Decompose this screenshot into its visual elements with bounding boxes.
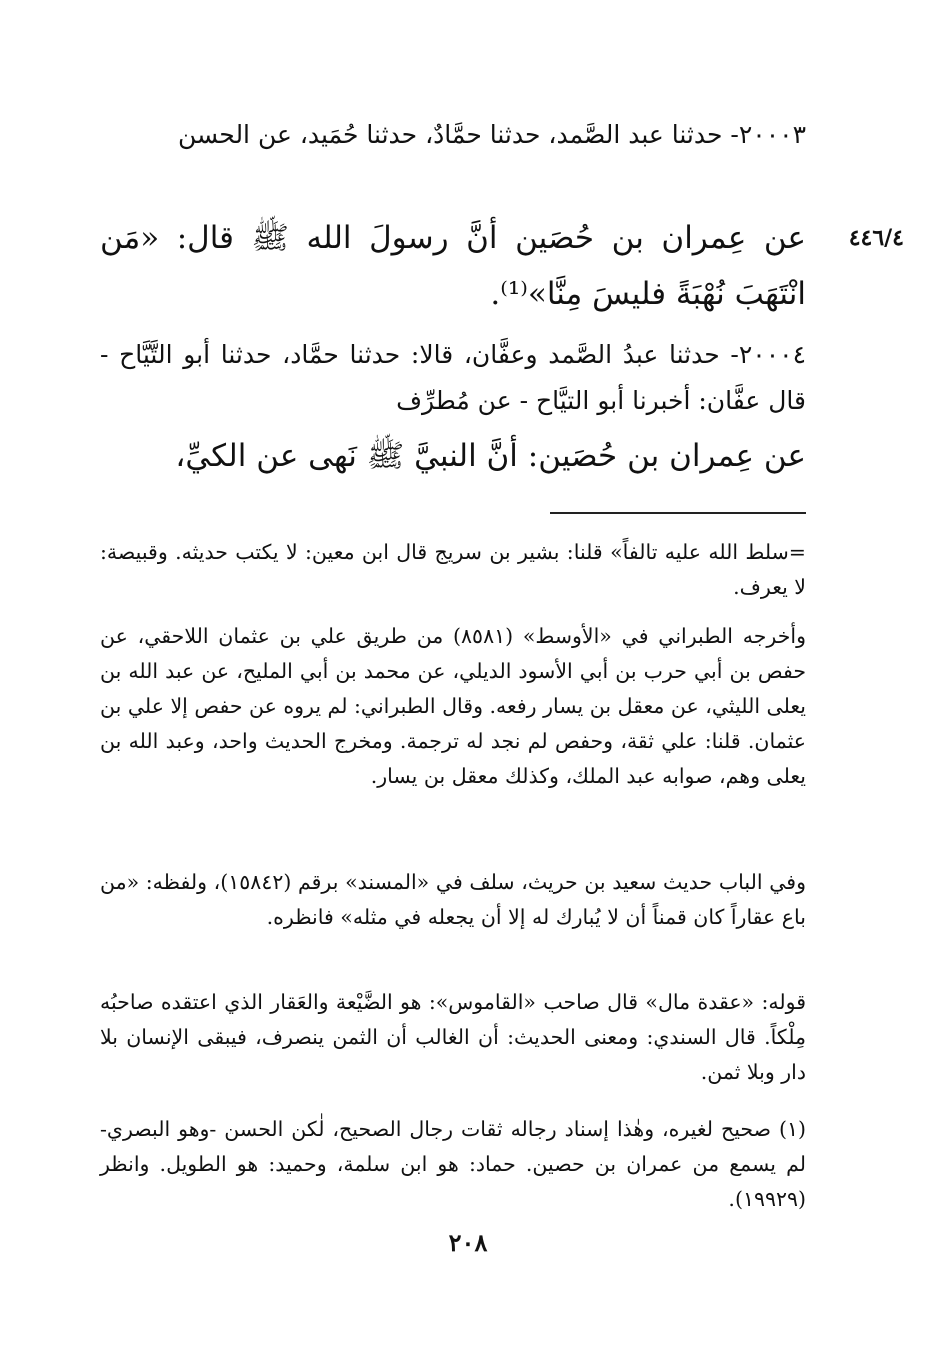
hadith-text-20004: عن عِمران بن حُصَين: أنَّ النبيَّ ﷺ نَهى عن الكيِّ، (175, 438, 806, 474)
footnote-paragraph: قوله: «عقدة مال» قال صاحب «القاموس»: هو الضَّيْعة والعَقار الذي اعتقده صاحبُه مِلْكاً. قال السندي: ومعنى الحديث: أن الغالب أن الثمن ينصرف، فيبقى الإنسان بلا دار وبلا ثمن. (100, 990, 806, 1084)
footnote-1: (١) صحيح لغيره، وهٰذا إسناد رجاله ثقات رجال الصحيح، لٰكن الحسن -وهو البصري- لم يسمع من عمران بن حصين. حماد: هو ابن سلمة، وحميد: هو الطويل. وانظر (١٩٩٢٩). (100, 1117, 806, 1211)
hadith-chain-20004: ٢٠٠٠٤- حدثنا عبدُ الصَّمد وعفَّان، قالا: حدثنا حمَّاد، حدثنا أبو التَّيَّاح - قال عفَّان: أخبرنا أبو التيَّاح - عن مُطرِّف (100, 340, 806, 415)
footnote-paragraph: وفي الباب حديث سعيد بن حريث، سلف في «المسند» برقم (١٥٨٤٢)، ولفظه: «من باع عقاراً كان قمناً أن لا يُبارك له إلا أن يجعله في مثله» فانظره. (100, 870, 806, 929)
hadith-chain-20003: ٢٠٠٠٣- حدثنا عبد الصَّمد، حدثنا حمَّادٌ، حدثنا حُمَيد، عن الحسن (177, 120, 806, 149)
footnote-divider (550, 512, 806, 514)
marginal-volume-page-ref: ٤٤٦/٤ (848, 225, 904, 251)
hadith-text-20003: عن عِمران بن حُصَين أنَّ رسولَ الله ﷺ قال: «مَن انْتَهَبَ نُهْبَةً فليسَ مِنَّا»⁽¹⁾. (100, 220, 806, 312)
page-number: ٢٠٨ (448, 1228, 488, 1257)
footnote-continuation: =سلط الله عليه تالفاً» قلنا: بشير بن سريج قال ابن معين: لا يكتب حديثه. وقبيصة: لا يعرف. (100, 540, 806, 599)
footnote-paragraph: وأخرجه الطبراني في «الأوسط» (٨٥٨١) من طريق علي بن عثمان اللاحقي، عن حفص بن أبي حرب بن أبي الأسود الديلي، عن محمد بن أبي المليح، عن عبد الله بن يعلى الليثي، عن معقل بن يسار رفعه. وقال الطبراني: لم يروه عن حفص إلا علي بن عثمان. قلنا: علي ثقة، وحفص لم نجد له ترجمة. ومخرج الحديث واحد، وعبد الله بن يعلى وهم، صوابه عبد الملك، وكذلك معقل بن يسار. (100, 624, 806, 788)
